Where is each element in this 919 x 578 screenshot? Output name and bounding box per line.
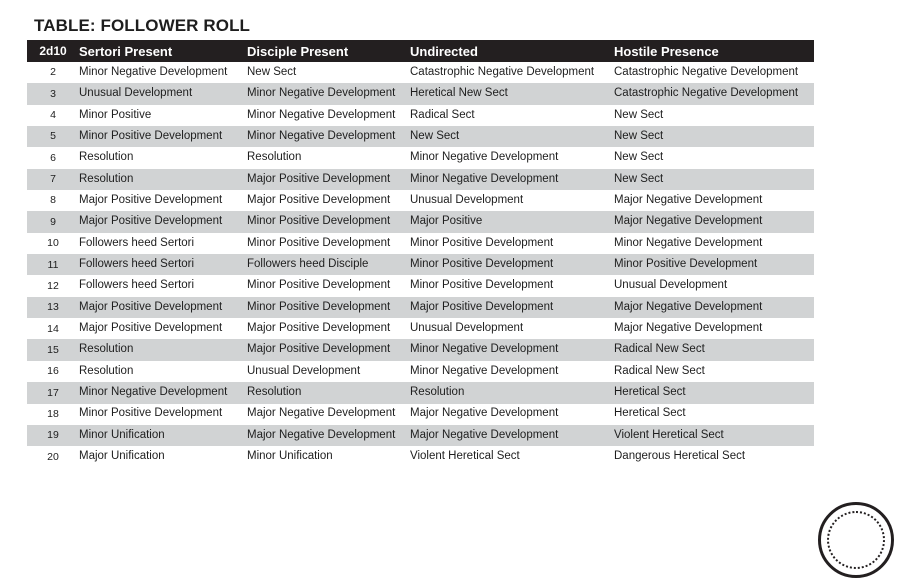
- table-header-row: [27, 40, 814, 62]
- table-row: [27, 361, 814, 382]
- table-row: [27, 62, 814, 83]
- disciple-present-cell: Minor Positive Development: [247, 211, 410, 232]
- disciple-present-cell: Minor Unification: [247, 450, 333, 463]
- sertori-present-cell: Major Unification: [79, 450, 165, 463]
- sertori-present-cell: Minor Positive Development: [79, 407, 223, 420]
- hostile-presence-cell: Catastrophic Negative Development: [614, 83, 814, 104]
- roll-cell: 2: [50, 66, 56, 79]
- table-row: [27, 169, 814, 190]
- table-row: [27, 297, 814, 318]
- roll-cell: 16: [47, 365, 59, 378]
- undirected-cell: Unusual Development: [410, 322, 524, 335]
- table-row: [27, 425, 814, 446]
- hostile-presence-cell: Radical New Sect: [614, 339, 814, 360]
- roll-cell: 7: [27, 169, 79, 190]
- disciple-present-cell: Minor Negative Development: [247, 108, 396, 121]
- roll-cell: 18: [47, 407, 59, 420]
- hostile-presence-cell: Heretical Sect: [614, 407, 686, 420]
- roll-cell: 6: [50, 151, 56, 164]
- disciple-present-cell: Minor Negative Development: [247, 126, 410, 147]
- hostile-presence-cell: New Sect: [614, 169, 814, 190]
- roll-cell: 12: [47, 279, 59, 292]
- table-row: [27, 275, 814, 296]
- roll-cell: 5: [27, 126, 79, 147]
- sertori-present-cell: Major Positive Development: [79, 297, 247, 318]
- disciple-present-cell: Minor Positive Development: [247, 297, 410, 318]
- undirected-cell: Catastrophic Negative Development: [410, 65, 595, 78]
- table-row: [27, 126, 814, 147]
- table-row: [27, 233, 814, 254]
- sertori-present-cell: Minor Positive: [79, 108, 152, 121]
- roll-cell: 19: [27, 425, 79, 446]
- hostile-presence-cell: Radical New Sect: [614, 364, 705, 377]
- disciple-present-cell: Minor Negative Development: [247, 83, 410, 104]
- hostile-presence-cell: Major Negative Development: [614, 297, 814, 318]
- hostile-presence-cell: Major Negative Development: [614, 211, 814, 232]
- disciple-present-cell: Resolution: [247, 151, 302, 164]
- disciple-present-cell: Unusual Development: [247, 364, 361, 377]
- sertori-present-cell: Followers heed Sertori: [79, 236, 195, 249]
- sertori-present-cell: Major Positive Development: [79, 322, 223, 335]
- undirected-cell: Unusual Development: [410, 193, 524, 206]
- undirected-cell: Minor Positive Development: [410, 279, 554, 292]
- hostile-presence-cell: Minor Negative Development: [614, 236, 763, 249]
- roll-cell: 3: [27, 83, 79, 104]
- roll-cell: 11: [27, 254, 79, 275]
- disciple-present-cell: Major Negative Development: [247, 407, 396, 420]
- sertori-present-cell: Major Positive Development: [79, 211, 247, 232]
- undirected-cell: Minor Negative Development: [410, 364, 559, 377]
- sertori-present-cell: Followers heed Sertori: [79, 279, 195, 292]
- disciple-present-cell: Major Negative Development: [247, 425, 410, 446]
- table-row: [27, 404, 814, 425]
- sertori-present-cell: Major Positive Development: [79, 193, 223, 206]
- roll-cell: 17: [27, 382, 79, 403]
- table-row: [27, 147, 814, 168]
- sertori-present-cell: Resolution: [79, 169, 247, 190]
- hostile-presence-cell: New Sect: [614, 108, 664, 121]
- table-title: TABLE: FOLLOWER ROLL: [34, 16, 251, 35]
- table-row: [27, 105, 814, 126]
- sertori-present-cell: Minor Positive Development: [79, 126, 247, 147]
- undirected-cell: New Sect: [410, 126, 614, 147]
- disciple-present-cell: Major Positive Development: [247, 322, 391, 335]
- disciple-present-cell: Major Positive Development: [247, 169, 410, 190]
- undirected-cell: Minor Negative Development: [410, 169, 614, 190]
- disciple-present-cell: Minor Positive Development: [247, 236, 391, 249]
- undirected-cell: Violent Heretical Sect: [410, 450, 520, 463]
- roll-cell: 8: [50, 194, 56, 207]
- header-dice: 2d10: [27, 40, 79, 62]
- sertori-present-cell: Unusual Development: [79, 83, 247, 104]
- roll-cell: 4: [50, 109, 56, 122]
- sertori-present-cell: Followers heed Sertori: [79, 254, 247, 275]
- undirected-cell: Minor Positive Development: [410, 236, 554, 249]
- hostile-presence-cell: Dangerous Heretical Sect: [614, 450, 746, 463]
- undirected-cell: Minor Negative Development: [410, 151, 559, 164]
- undirected-cell: Minor Negative Development: [410, 339, 614, 360]
- table-row: [27, 339, 814, 360]
- roll-cell: 15: [27, 339, 79, 360]
- undirected-cell: Resolution: [410, 382, 614, 403]
- header-hostile-presence: Hostile Presence: [614, 40, 814, 62]
- disciple-present-cell: Major Positive Development: [247, 193, 391, 206]
- undirected-cell: Minor Positive Development: [410, 254, 614, 275]
- table-row: [27, 211, 814, 232]
- undirected-cell: Radical Sect: [410, 108, 475, 121]
- disciple-present-cell: Resolution: [247, 382, 410, 403]
- hostile-presence-cell: Unusual Development: [614, 279, 728, 292]
- hostile-presence-cell: Major Negative Development: [614, 322, 763, 335]
- disciple-present-cell: Major Positive Development: [247, 339, 410, 360]
- disciple-present-cell: New Sect: [247, 65, 297, 78]
- hostile-presence-cell: New Sect: [614, 151, 664, 164]
- roll-cell: 10: [47, 237, 59, 250]
- roll-cell: 13: [27, 297, 79, 318]
- roll-cell: 9: [27, 211, 79, 232]
- sertori-present-cell: Minor Negative Development: [79, 382, 247, 403]
- header-sertori-present: Sertori Present: [79, 40, 247, 62]
- table-body: [27, 62, 814, 468]
- follower-roll-table: [27, 40, 814, 468]
- hostile-presence-cell: Heretical Sect: [614, 382, 814, 403]
- hostile-presence-cell: Major Negative Development: [614, 193, 763, 206]
- header-disciple-present: Disciple Present: [247, 40, 410, 62]
- undirected-cell: Major Negative Development: [410, 425, 614, 446]
- hostile-presence-cell: New Sect: [614, 126, 814, 147]
- sertori-present-cell: Minor Negative Development: [79, 65, 228, 78]
- hostile-presence-cell: Violent Heretical Sect: [614, 425, 814, 446]
- undirected-cell: Major Positive: [410, 211, 614, 232]
- header-undirected: Undirected: [410, 40, 614, 62]
- table-row: [27, 254, 814, 275]
- undirected-cell: Major Positive Development: [410, 297, 614, 318]
- undirected-cell: Heretical New Sect: [410, 83, 614, 104]
- sertori-present-cell: Minor Unification: [79, 425, 247, 446]
- table-row: [27, 382, 814, 403]
- table-row: [27, 446, 814, 467]
- seal-emblem-icon: [818, 502, 894, 578]
- disciple-present-cell: Followers heed Disciple: [247, 254, 410, 275]
- sertori-present-cell: Resolution: [79, 339, 247, 360]
- roll-cell: 14: [47, 322, 59, 335]
- hostile-presence-cell: Catastrophic Negative Development: [614, 65, 799, 78]
- table-row: [27, 190, 814, 211]
- hostile-presence-cell: Minor Positive Development: [614, 254, 814, 275]
- table-row: [27, 318, 814, 339]
- sertori-present-cell: Resolution: [79, 151, 134, 164]
- table-row: [27, 83, 814, 104]
- roll-cell: 20: [47, 450, 59, 463]
- sertori-present-cell: Resolution: [79, 364, 134, 377]
- disciple-present-cell: Minor Positive Development: [247, 279, 391, 292]
- undirected-cell: Major Negative Development: [410, 407, 559, 420]
